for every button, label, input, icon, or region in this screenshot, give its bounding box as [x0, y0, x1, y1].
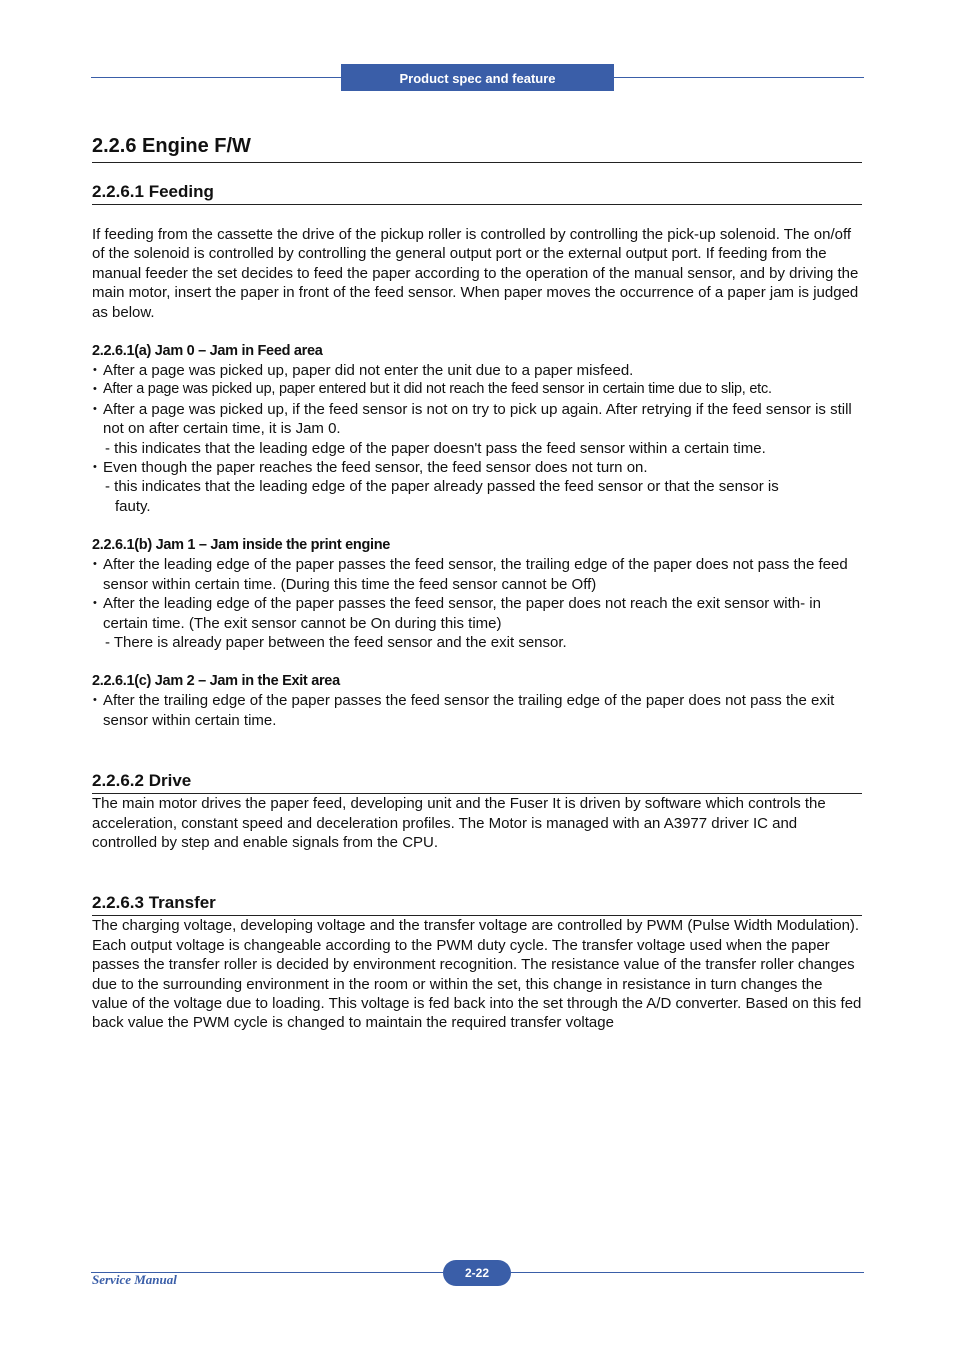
transfer-heading: 2.2.6.3 Transfer: [92, 892, 862, 916]
jam0-item-1: • After a page was picked up, paper did not enter the unit due to a paper misfeed.: [92, 361, 862, 380]
jam0-item-3: • After a page was picked up, if the feed sensor is not on try to pick up again. After retrying if the feed sensor is still not on after certain time, it is Jam 0.: [92, 400, 862, 439]
header-rule-right: [614, 77, 864, 78]
jam1-item-2: • After the leading edge of the paper passes the feed sensor, the paper does not reach the exit sensor with- in certain time. (The exit sensor cannot be On during this time): [92, 594, 862, 633]
jam0-item-2: • After a page was picked up, paper entered but it did not reach the feed sensor in certain time due to slip, etc.: [92, 380, 862, 399]
jam0-item-3-note: - this indicates that the leading edge of the paper doesn't pass the feed sensor within a certain time.: [105, 439, 766, 457]
drive-text: The main motor drives the paper feed, developing unit and the Fuser It is driven by software which controls the acceleration, constant speed and deceleration profiles. The Motor is managed with an A3977 driver IC and controlled by step and enable signals from the CPU.: [92, 795, 826, 851]
jam0-item-4-note-line1: - this indicates that the leading edge of the paper already passed the feed sensor or that the sensor is: [105, 478, 779, 496]
jam1-item-1: • After the leading edge of the paper passes the feed sensor, the trailing edge of the paper does not pass the feed sensor within certain time. (During this time the feed sensor cannot be Off): [92, 555, 862, 594]
feeding-intro: If feeding from the cassette the drive of the pickup roller is controlled by controlling the pick-up solenoid. The on/off of the solenoid is controlled by controlling the general output port or the external output port. If feeding from the manual feeder the set decides to feed the paper according to the operation of the manual sensor, and by driving the main motor, insert the paper in front of the feed sensor. When paper moves the occurrence of a paper jam is judged as below.: [92, 226, 859, 321]
jam1-item-2-note: - There is already paper between the feed sensor and the exit sensor.: [105, 633, 567, 651]
footer-rule-right: [511, 1272, 864, 1273]
jam2-item-1: • After the trailing edge of the paper passes the feed sensor the trailing edge of the paper does not pass the exit sensor within certain time.: [92, 691, 862, 730]
jam0-item-4: • Even though the paper reaches the feed sensor, the feed sensor does not turn on.: [92, 458, 862, 477]
page-number: 2-22: [443, 1260, 511, 1286]
feeding-heading: 2.2.6.1 Feeding: [92, 181, 862, 205]
header-rule-left: [91, 77, 341, 78]
jam1-heading: 2.2.6.1(b) Jam 1 – Jam inside the print engine: [92, 537, 391, 554]
page-content: [92, 132, 862, 1033]
transfer-text: The charging voltage, developing voltage and the transfer voltage are controlled by PWM (Pulse Width Modulation). Each output voltage is changeable according to the PWM duty cycle. The transfer voltage used when the paper passes the transfer roller is decided by environment recognition. The resistance value of the transfer roller changes due to the surrounding environment in the room or within the set, this change in resistance in turn changes the value of the voltage due to loading. This voltage is fed back into the set through the A/D converter. Based on this fed back value the PWM cycle is changed to maintain the required transfer voltage: [92, 917, 862, 1032]
jam0-item-4-note-line2: fauty.: [115, 497, 151, 515]
jam0-list: [92, 361, 862, 516]
footer-manual-label: Service Manual: [92, 1272, 177, 1287]
drive-heading: 2.2.6.2 Drive: [92, 770, 862, 794]
jam1-list: [92, 555, 862, 652]
jam0-item-4-note: [92, 477, 862, 516]
header-tab: Product spec and feature: [341, 64, 614, 91]
jam2-list: [92, 691, 862, 730]
jam0-heading: 2.2.6.1(a) Jam 0 – Jam in Feed area: [92, 343, 323, 360]
section-title: 2.2.6 Engine F/W: [92, 132, 862, 163]
jam2-heading: 2.2.6.1(c) Jam 2 – Jam in the Exit area: [92, 673, 340, 690]
